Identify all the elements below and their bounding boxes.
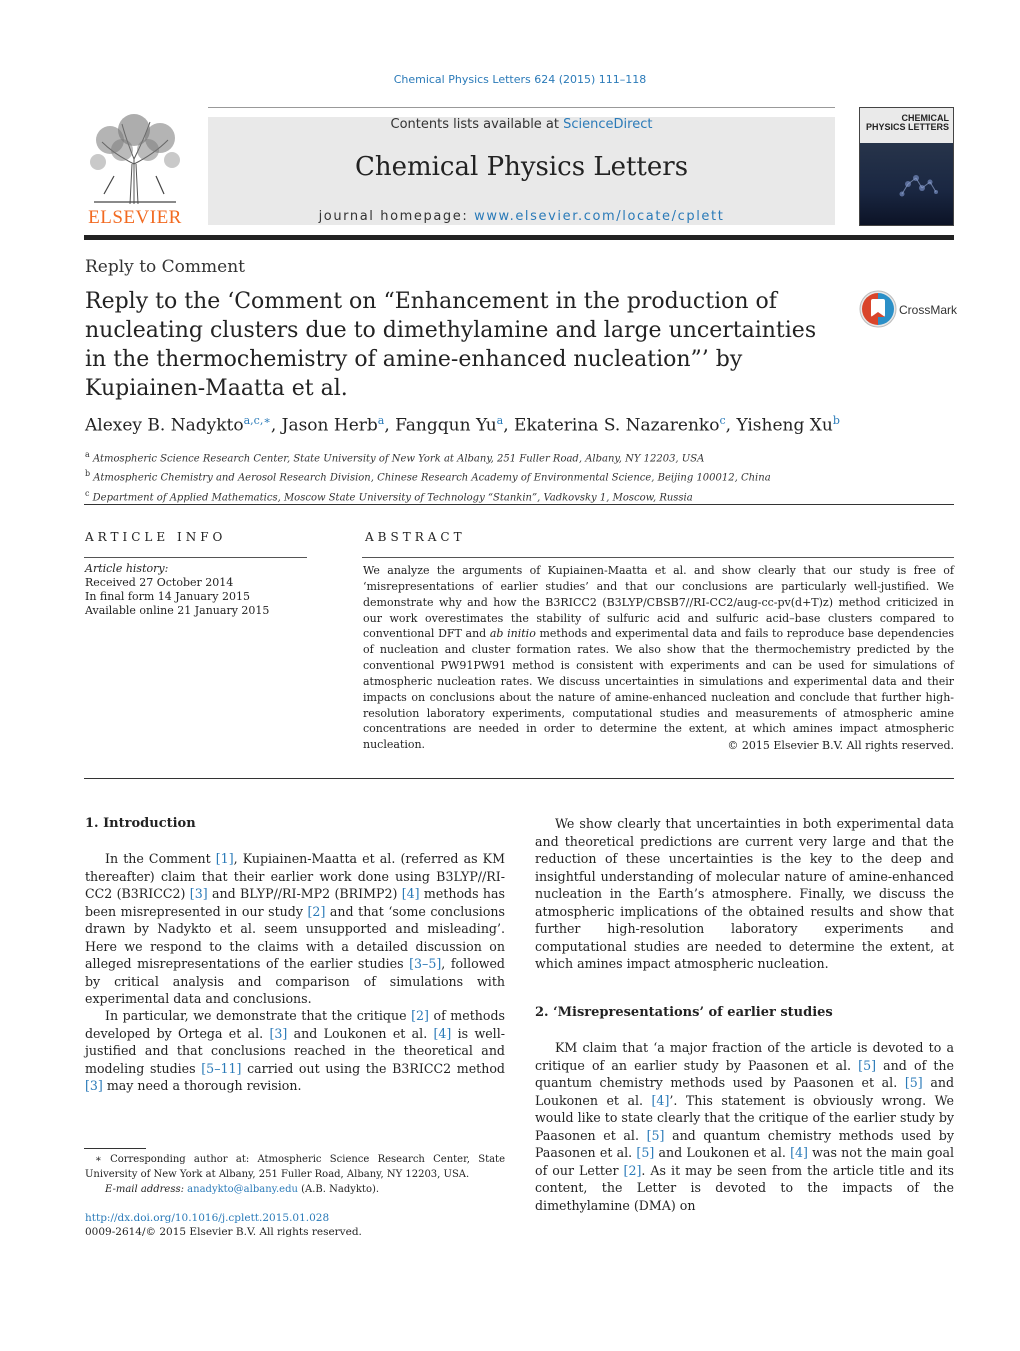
- revised-date: In final form 14 January 2015: [85, 590, 250, 603]
- journal-citation-link[interactable]: Chemical Physics Letters 624 (2015) 111–118: [393, 73, 647, 86]
- citation-link[interactable]: [5]: [858, 1057, 877, 1073]
- paragraph-text: and of the quantum chemistry methods used by Paasonen et al.: [535, 1057, 954, 1090]
- citation-link[interactable]: [4]: [401, 886, 420, 901]
- author-name: Yisheng Xu: [736, 415, 833, 436]
- email-note: [85, 1182, 505, 1197]
- citation-link[interactable]: [3]: [85, 1078, 103, 1093]
- contents-available-line: [208, 117, 835, 132]
- abstract-italic: ab initio: [489, 627, 536, 641]
- affiliation-text: Atmospheric Science Research Center, State University of New York at Albany, 251 Fuller Road, Albany, NY 12203, USA: [89, 453, 705, 465]
- homepage-url-link[interactable]: www.elsevier.com/locate/cplett: [474, 209, 725, 224]
- contents-prefix: Contents lists available at: [390, 117, 564, 132]
- journal-cover-image: [859, 107, 954, 226]
- affiliation-row: [85, 447, 771, 466]
- citation-link[interactable]: [4]: [651, 1092, 670, 1108]
- intro-paragraph-1: [85, 850, 505, 1008]
- affiliation-row: [85, 486, 771, 505]
- article-history: [85, 562, 269, 618]
- author-name: Alexey B. Nadykto: [85, 415, 244, 436]
- paragraph-text: We show clearly that uncertainties in both experimental data and theoretical predictions are current very large and that the reduction of these uncertainties is the key to the deep and insightful understanding of molecular nature of amine-enhanced nucleation in the Earth’s atmosphere. Finally, we discuss the atmospheric implications of the obtained results and show that further high-resolution laboratory experiments and computational studies are needed to determine the extent, at which amines impact atmospheric nucleation.: [535, 816, 954, 971]
- abstract-heading: ABSTRACT: [365, 530, 466, 544]
- paragraph-text: was not the main goal of our Letter: [535, 1145, 954, 1178]
- paragraph-text: may need a thorough revision.: [102, 1078, 302, 1093]
- citation-link[interactable]: [2]: [307, 903, 326, 919]
- author-name: Jason Herb: [281, 415, 378, 436]
- crossmark-label: CrossMark: [899, 303, 958, 317]
- affiliation-key: b: [85, 469, 91, 479]
- abstract-text: [363, 563, 954, 753]
- author-affiliation-marker[interactable]: b: [832, 414, 840, 427]
- affiliation-key: a: [85, 450, 90, 459]
- paragraph-text: and BLYP//RI-MP2 (BRIMP2): [207, 886, 402, 901]
- journal-homepage-line: [208, 209, 835, 224]
- paragraph-text: In the Comment: [105, 851, 216, 866]
- affiliation-text: Atmospheric Chemistry and Aerosol Research Division, Chinese Research Academy of Environmental Science, Beijing 100012, China: [90, 472, 771, 484]
- header-divider: [208, 107, 835, 108]
- received-date: Received 27 October 2014: [85, 576, 234, 589]
- doi-link[interactable]: http://dx.doi.org/10.1016/j.cplett.2015.01.028: [85, 1212, 330, 1224]
- affiliation-text: Department of Applied Mathematics, Moscow State University of Technology “Stankin”, Vadkovsky 1, Moscow, Russia: [89, 491, 693, 503]
- abstract-rule: [362, 557, 954, 558]
- paragraph-text: and quantum chemistry methods used by Paasonen et al.: [535, 1127, 954, 1160]
- journal-name: Chemical Physics Letters: [354, 152, 689, 182]
- cover-title: CHEMICAL PHYSICS LETTERS: [865, 113, 949, 132]
- author-separator: ,: [725, 415, 737, 436]
- elsevier-wordmark: ELSEVIER: [88, 207, 182, 228]
- article-info-rule: [84, 557, 307, 558]
- author-affiliation-marker[interactable]: a: [377, 414, 385, 427]
- email-link[interactable]: anadykto@albany.edu: [187, 1184, 298, 1195]
- author-name: Fangqun Yu: [395, 415, 497, 436]
- paragraph-text: , Kupiainen-Maatta et al. (referred as KM thereafter) claim that their earlier work done using B3LYP//RI-CC2 (B3RICC2): [85, 851, 505, 901]
- author-name: Ekaterina S. Nazarenko: [514, 415, 720, 436]
- citation-link[interactable]: [2]: [623, 1162, 642, 1178]
- article-info-heading: ARTICLE INFO: [85, 530, 227, 544]
- affiliations: [85, 447, 771, 505]
- author-separator: ,: [384, 415, 396, 436]
- history-label: Article history:: [85, 562, 169, 575]
- citation-link[interactable]: [2]: [411, 1008, 429, 1023]
- footnote-star: ∗: [95, 1154, 102, 1165]
- corresponding-text: Corresponding author at: Atmospheric Science Research Center, State University of New York at Albany, 251 Fuller Road, Albany, NY 12203, USA.: [85, 1154, 505, 1180]
- abstract-copyright: © 2015 Elsevier B.V. All rights reserved.: [727, 739, 954, 752]
- abstract-part-2: methods and experimental data and fails to reproduce base dependencies of nucleation and cluster formation rates. We also show that the thermochemistry predicted by the conventional PW91PW91 method is consistent with experiments and can be used for simulations of atmospheric nucleation rates. We discuss uncertainties in simulations and experimental data and their impacts on conclusions about the nature of amine-enhanced nucleation and conclude that further high-resolution laboratory experiments, computational studies and measurements of atmospheric amine concentrations are needed in order to determine the extent, at which amines impact atmospheric nucleation.: [363, 627, 954, 752]
- paragraph-text: KM claim that ‘a major fraction of the article is devoted to a critique of an earlier study by Paasonen et al.: [535, 1040, 954, 1073]
- paragraph-text: of methods developed by Ortega et al.: [85, 1008, 505, 1041]
- paragraph-text: is well-justified and that conclusions reached in the theoretical and modeling studies: [85, 1025, 505, 1076]
- email-suffix: (A.B. Nadykto).: [297, 1184, 380, 1195]
- author-affiliation-marker[interactable]: a,c,∗: [243, 414, 271, 427]
- header-thick-rule: [84, 235, 954, 240]
- abstract-part-1: We analyze the arguments of Kupiainen-Maatta et al. and show clearly that our study is free of ‘misrepresentations of earlier studies’ and that our conclusions are particularly well-justified. We demonstrate why and how the B3RICC2 (B3LYP/CBSB7//RI-CC2/aug-cc-pv(d+T)z) method criticized in our work overestimates the stability of sulfuric acid and sulfuric acid–base clusters compared to conventional DFT and: [363, 564, 954, 641]
- paragraph-text: and Loukonen et al.: [535, 1075, 955, 1108]
- online-date: Available online 21 January 2015: [85, 604, 270, 617]
- intro-paragraph-2: [85, 1007, 505, 1095]
- article-title: Reply to the ‘Comment on “Enhancement in the production of nucleating clusters due to dimethylamine and large uncertainties in the thermochemistry of amine-enhanced nucleation”’ by Kupiainen-Maatta et al.: [85, 289, 817, 401]
- info-divider: [84, 504, 954, 505]
- citation-link[interactable]: [3]: [189, 886, 208, 901]
- citation-link[interactable]: [3–5]: [409, 956, 442, 971]
- author-separator: ,: [270, 415, 282, 436]
- citation-link[interactable]: [5]: [646, 1127, 665, 1143]
- paragraph-text: carried out using the B3RICC2 method: [241, 1060, 505, 1076]
- author-affiliation-marker[interactable]: a: [496, 414, 504, 427]
- paragraph-text: . As it may be seen from the article title and its content, the Letter is devoted to the impacts of the dimethylamine (DMA) on: [535, 1162, 954, 1213]
- citation-link[interactable]: [1]: [215, 851, 234, 866]
- section-2-heading: 2. ‘Misrepresentations’ of earlier studies: [535, 1005, 833, 1020]
- body-divider: [84, 778, 954, 779]
- citation-link[interactable]: [4]: [790, 1145, 808, 1160]
- paragraph-text: and Loukonen et al.: [654, 1145, 791, 1160]
- citation-link[interactable]: [4]: [433, 1025, 452, 1041]
- paragraph-text: and Loukonen et al.: [287, 1025, 434, 1041]
- paragraph-text: methods has been misrepresented in our study: [85, 886, 505, 919]
- paragraph-text: and that ‘some conclusions drawn by Nadykto et al. seem unsupported and misleading’. Here we respond to the claims with a detailed discussion on alleged misrepresentations of the earlier studies: [85, 903, 505, 971]
- affiliation-row: [85, 466, 771, 485]
- crossmark-badge[interactable]: [859, 290, 959, 330]
- right-paragraph-1: [535, 815, 954, 973]
- issn-copyright: 0009-2614/© 2015 Elsevier B.V. All rights reserved.: [85, 1226, 362, 1238]
- email-label: E-mail address:: [105, 1184, 188, 1195]
- footnote-rule: [84, 1148, 146, 1149]
- author-affiliation-marker[interactable]: c: [719, 414, 726, 427]
- paragraph-text: , followed by critical analysis and comparison of simulations with experimental data and conclusions.: [85, 956, 505, 1006]
- author-separator: ,: [503, 415, 515, 436]
- crossmark-icon: [859, 290, 897, 328]
- homepage-prefix: journal homepage:: [318, 209, 475, 224]
- paragraph-text: ’. This statement is obviously wrong. We would like to state clearly that the critique of the earlier study by Paasonen et al.: [535, 1092, 954, 1143]
- section-2-paragraph-1: [535, 1039, 954, 1214]
- paragraph-text: In particular, we demonstrate that the critique: [105, 1008, 412, 1023]
- citation-link[interactable]: [5–11]: [201, 1060, 242, 1076]
- author-list: [85, 414, 840, 436]
- citation-link[interactable]: [5]: [904, 1075, 923, 1090]
- affiliation-key: c: [85, 488, 90, 498]
- article-type: Reply to Comment: [85, 257, 245, 277]
- citation-link[interactable]: [5]: [636, 1145, 655, 1160]
- corresponding-note: [85, 1152, 505, 1182]
- intro-heading: 1. Introduction: [85, 816, 196, 831]
- sciencedirect-link[interactable]: ScienceDirect: [563, 117, 653, 132]
- footnote: [85, 1152, 505, 1197]
- citation-link[interactable]: [3]: [269, 1025, 288, 1041]
